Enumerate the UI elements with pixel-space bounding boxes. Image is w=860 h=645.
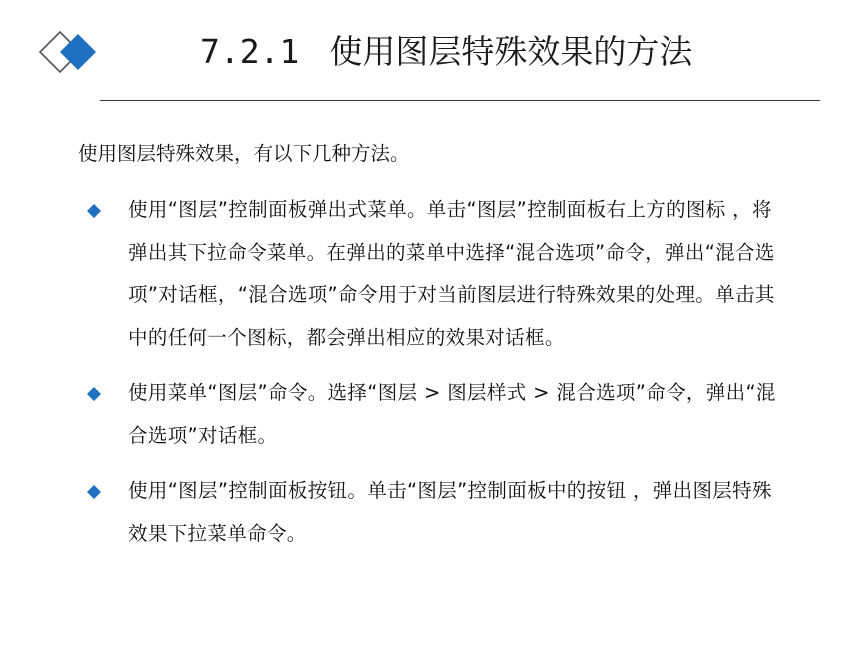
diamond-logo-icon <box>38 28 102 76</box>
bullet-list <box>86 189 786 568</box>
bullet-text: 使用菜单“图层”命令。选择“图层 > 图层样式 > 混合选项”命令，弹出“混合选项”对话框。 <box>128 381 776 447</box>
bullet-item-menu-command <box>86 372 786 457</box>
section-title: 使用图层特殊效果的方法 <box>329 32 693 71</box>
bullet-item-panel-menu <box>86 189 786 359</box>
bullet-text: 使用“图层”控制面板按钮。单击“图层”控制面板中的按钮 ，弹出图层特殊效果下拉菜单命令。 <box>128 479 772 545</box>
intro-text: 使用图层特殊效果，有以下几种方法。 <box>78 142 410 165</box>
title-divider <box>100 100 820 101</box>
bullet-item-panel-button <box>86 470 786 555</box>
diamond-bullet-icon <box>87 485 101 499</box>
diamond-bullet-icon <box>87 204 101 218</box>
section-number: 7.2.1 <box>200 32 300 71</box>
bullet-text: 使用“图层”控制面板弹出式菜单。单击“图层”控制面板右上方的图标 ，将弹出其下拉命令菜单。在弹出的菜单中选择“混合选项”命令，弹出“混合选项”对话框，“混合选项”命令用于对当前图层进行特殊效果的处理。单击其中的任何一个图标，都会弹出相应的效果对话框。 <box>128 198 775 349</box>
page-title <box>200 28 692 76</box>
diamond-bullet-icon <box>87 387 101 401</box>
